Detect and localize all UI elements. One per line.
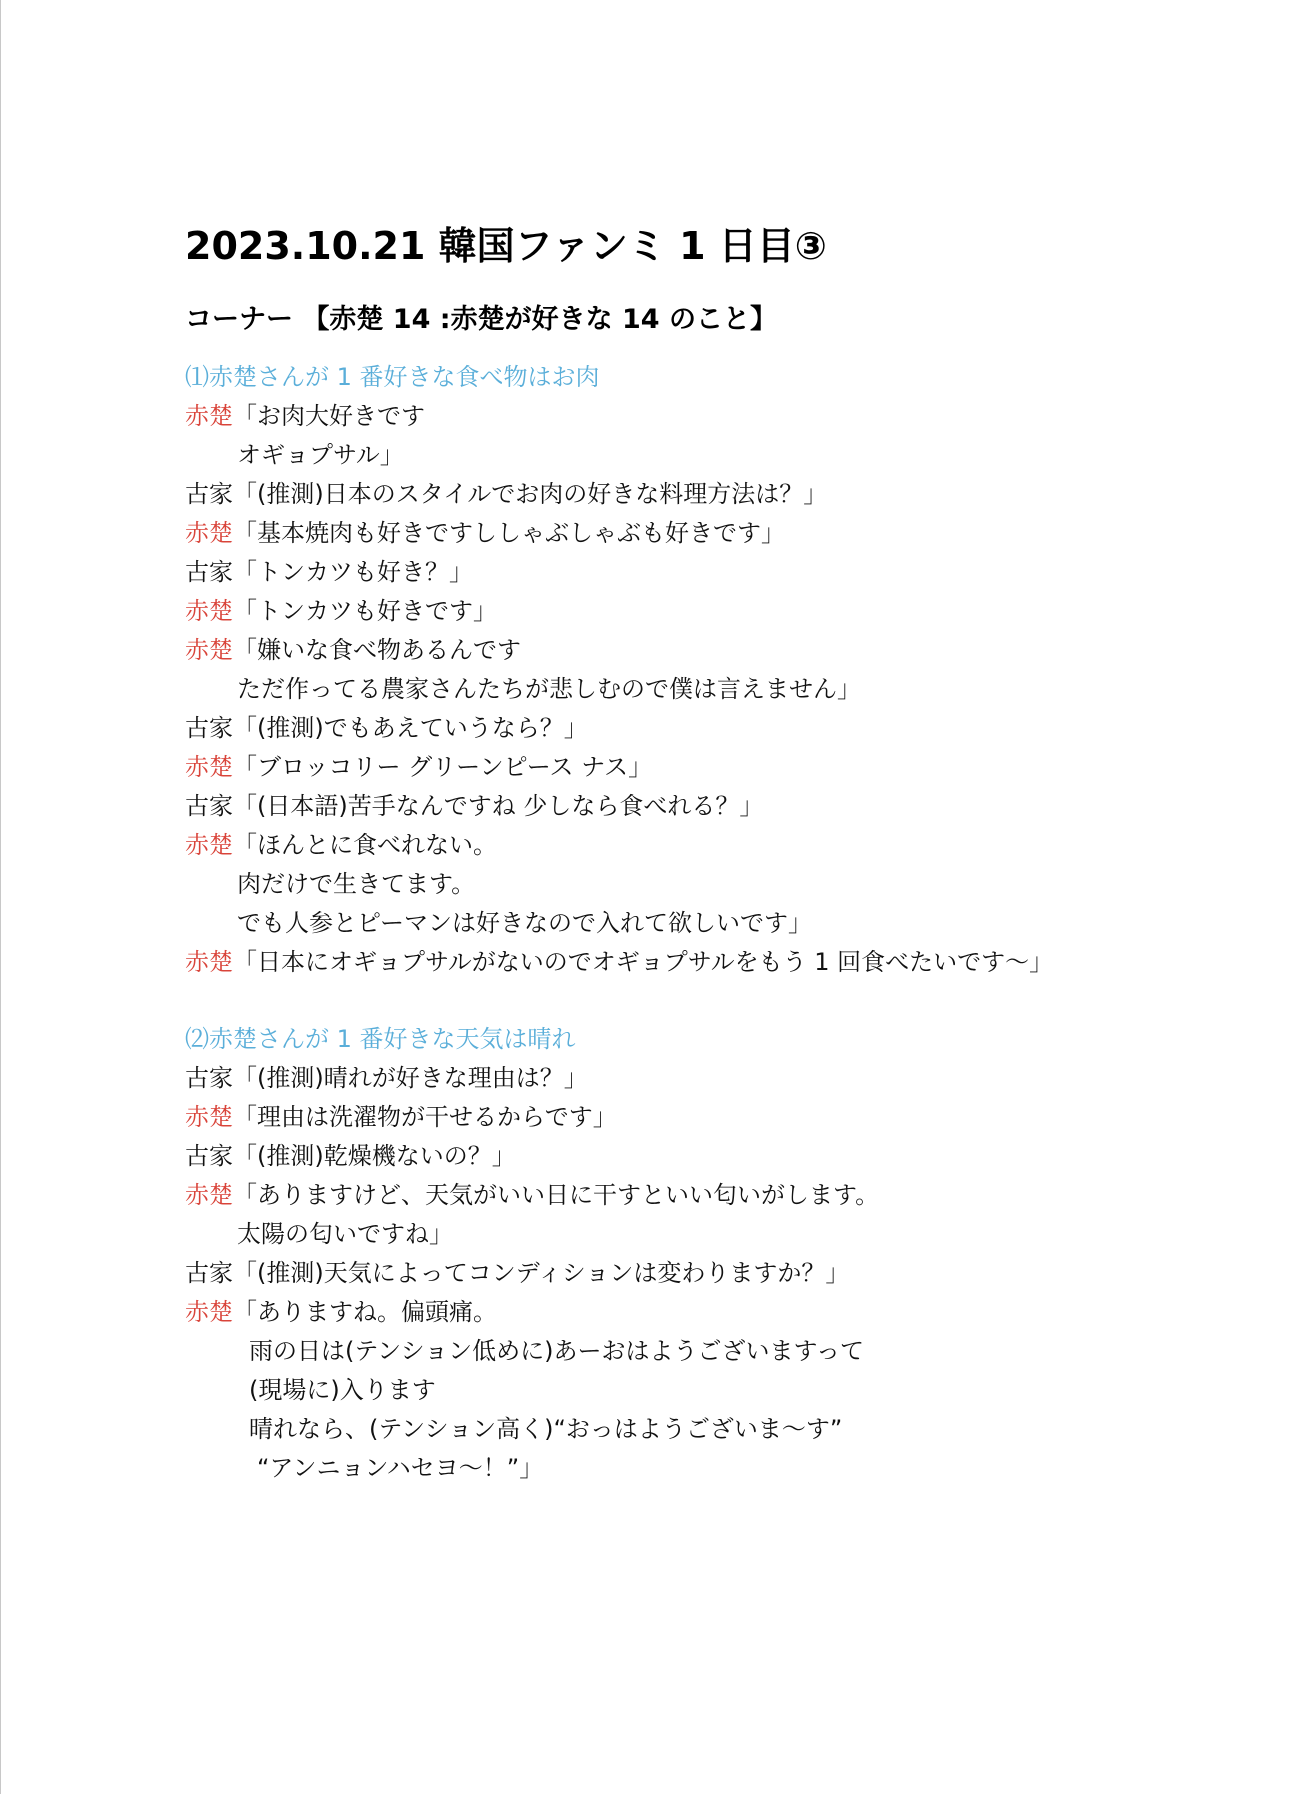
dialogue-continuation (185, 436, 1053, 475)
dialogue-text: 「お肉大好きです (233, 402, 425, 430)
speaker-name: 古家 (185, 1142, 233, 1170)
dialogue-continuation (185, 1410, 879, 1449)
dialogue-line (185, 748, 1053, 787)
dialogue-text: “アンニョンハセヨ～！”」 (257, 1454, 544, 1482)
speaker-name: 赤楚 (185, 636, 233, 664)
dialogue-continuation (185, 865, 1053, 904)
speaker-name: 古家 (185, 1259, 233, 1287)
dialogue-text: 「基本焼肉も好きですししゃぶしゃぶも好きです」 (233, 519, 785, 547)
page-title: 2023.10.21 韓国ファンミ 1 日目③ (185, 224, 827, 268)
dialogue-continuation (185, 1371, 879, 1410)
speaker-name: 古家 (185, 792, 233, 820)
dialogue-line (185, 514, 1053, 553)
dialogue-line (185, 943, 1053, 982)
speaker-name: 赤楚 (185, 948, 233, 976)
dialogue-line (185, 631, 1053, 670)
dialogue-line (185, 1137, 879, 1176)
dialogue-line (185, 1293, 879, 1332)
speaker-name: 赤楚 (185, 1181, 233, 1209)
dialogue-line (185, 592, 1053, 631)
dialogue-text: 「(推測)日本のスタイルでお肉の好きな料理方法は？」 (233, 480, 828, 508)
dialogue-line (185, 397, 1053, 436)
dialogue-continuation (185, 670, 1053, 709)
dialogue-line (185, 1254, 879, 1293)
dialogue-text: 雨の日は(テンション低めに)あーおはようございますって (249, 1337, 865, 1365)
page-edge (0, 0, 1, 1794)
dialogue-text: 「ありますけど、天気がいい日に干すといい匂いがします。 (233, 1181, 880, 1209)
section-favorite-food (185, 358, 1053, 982)
speaker-name: 赤楚 (185, 519, 233, 547)
speaker-name: 赤楚 (185, 753, 233, 781)
dialogue-line (185, 553, 1053, 592)
speaker-name: 古家 (185, 480, 233, 508)
speaker-name: 赤楚 (185, 831, 233, 859)
dialogue-text: 晴れなら、(テンション高く)“おっはようございま～す” (249, 1415, 843, 1443)
dialogue-continuation (185, 1215, 879, 1254)
speaker-name: 赤楚 (185, 1298, 233, 1326)
dialogue-line (185, 1059, 879, 1098)
dialogue-line (185, 787, 1053, 826)
corner-heading: コーナー 【赤楚 14 :赤楚が好きな 14 のこと】 (185, 304, 777, 335)
dialogue-text: 「(日本語)苦手なんですね 少しなら食べれる？」 (233, 792, 764, 820)
speaker-name: 赤楚 (185, 1103, 233, 1131)
dialogue-text: 「(推測)天気によってコンディションは変わりますか？」 (233, 1259, 850, 1287)
dialogue-text: 「トンカツも好き？」 (233, 558, 473, 586)
dialogue-text: 太陽の匂いですね」 (237, 1220, 453, 1248)
dialogue-text: 「ブロッコリー グリーンピース ナス」 (233, 753, 653, 781)
dialogue-text: (現場に)入ります (249, 1376, 436, 1404)
dialogue-text: 「嫌いな食べ物あるんです (233, 636, 521, 664)
dialogue-continuation (185, 1332, 879, 1371)
section-heading: ⑴赤楚さんが 1 番好きな食べ物はお肉 (185, 363, 600, 391)
dialogue-text: 「ありますね。偏頭痛。 (233, 1298, 497, 1326)
dialogue-continuation (185, 904, 1053, 943)
dialogue-line (185, 475, 1053, 514)
dialogue-text: 肉だけで生きてます。 (237, 870, 476, 898)
dialogue-text: ただ作ってる農家さんたちが悲しむので僕は言えません」 (237, 675, 861, 703)
dialogue-continuation (185, 1449, 879, 1488)
section-heading: ⑵赤楚さんが 1 番好きな天気は晴れ (185, 1025, 576, 1053)
section-favorite-weather (185, 1020, 879, 1488)
dialogue-text: 「(推測)晴れが好きな理由は？」 (233, 1064, 588, 1092)
dialogue-line (185, 709, 1053, 748)
dialogue-text: 「理由は洗濯物が干せるからです」 (233, 1103, 617, 1131)
dialogue-text: 「ほんとに食べれない。 (233, 831, 497, 859)
speaker-name: 古家 (185, 558, 233, 586)
dialogue-line (185, 826, 1053, 865)
dialogue-text: オギョプサル」 (237, 441, 404, 469)
dialogue-text: 「(推測)乾燥機ないの？」 (233, 1142, 516, 1170)
dialogue-line (185, 1098, 879, 1137)
dialogue-text: 「(推測)でもあえていうなら？」 (233, 714, 588, 742)
dialogue-text: でも人参とピーマンは好きなので入れて欲しいです」 (237, 909, 813, 937)
speaker-name: 赤楚 (185, 402, 233, 430)
dialogue-text: 「日本にオギョプサルがないのでオギョプサルをもう 1 回食べたいです～」 (233, 948, 1054, 976)
dialogue-line (185, 1176, 879, 1215)
speaker-name: 古家 (185, 714, 233, 742)
speaker-name: 赤楚 (185, 597, 233, 625)
dialogue-text: 「トンカツも好きです」 (233, 597, 497, 625)
speaker-name: 古家 (185, 1064, 233, 1092)
